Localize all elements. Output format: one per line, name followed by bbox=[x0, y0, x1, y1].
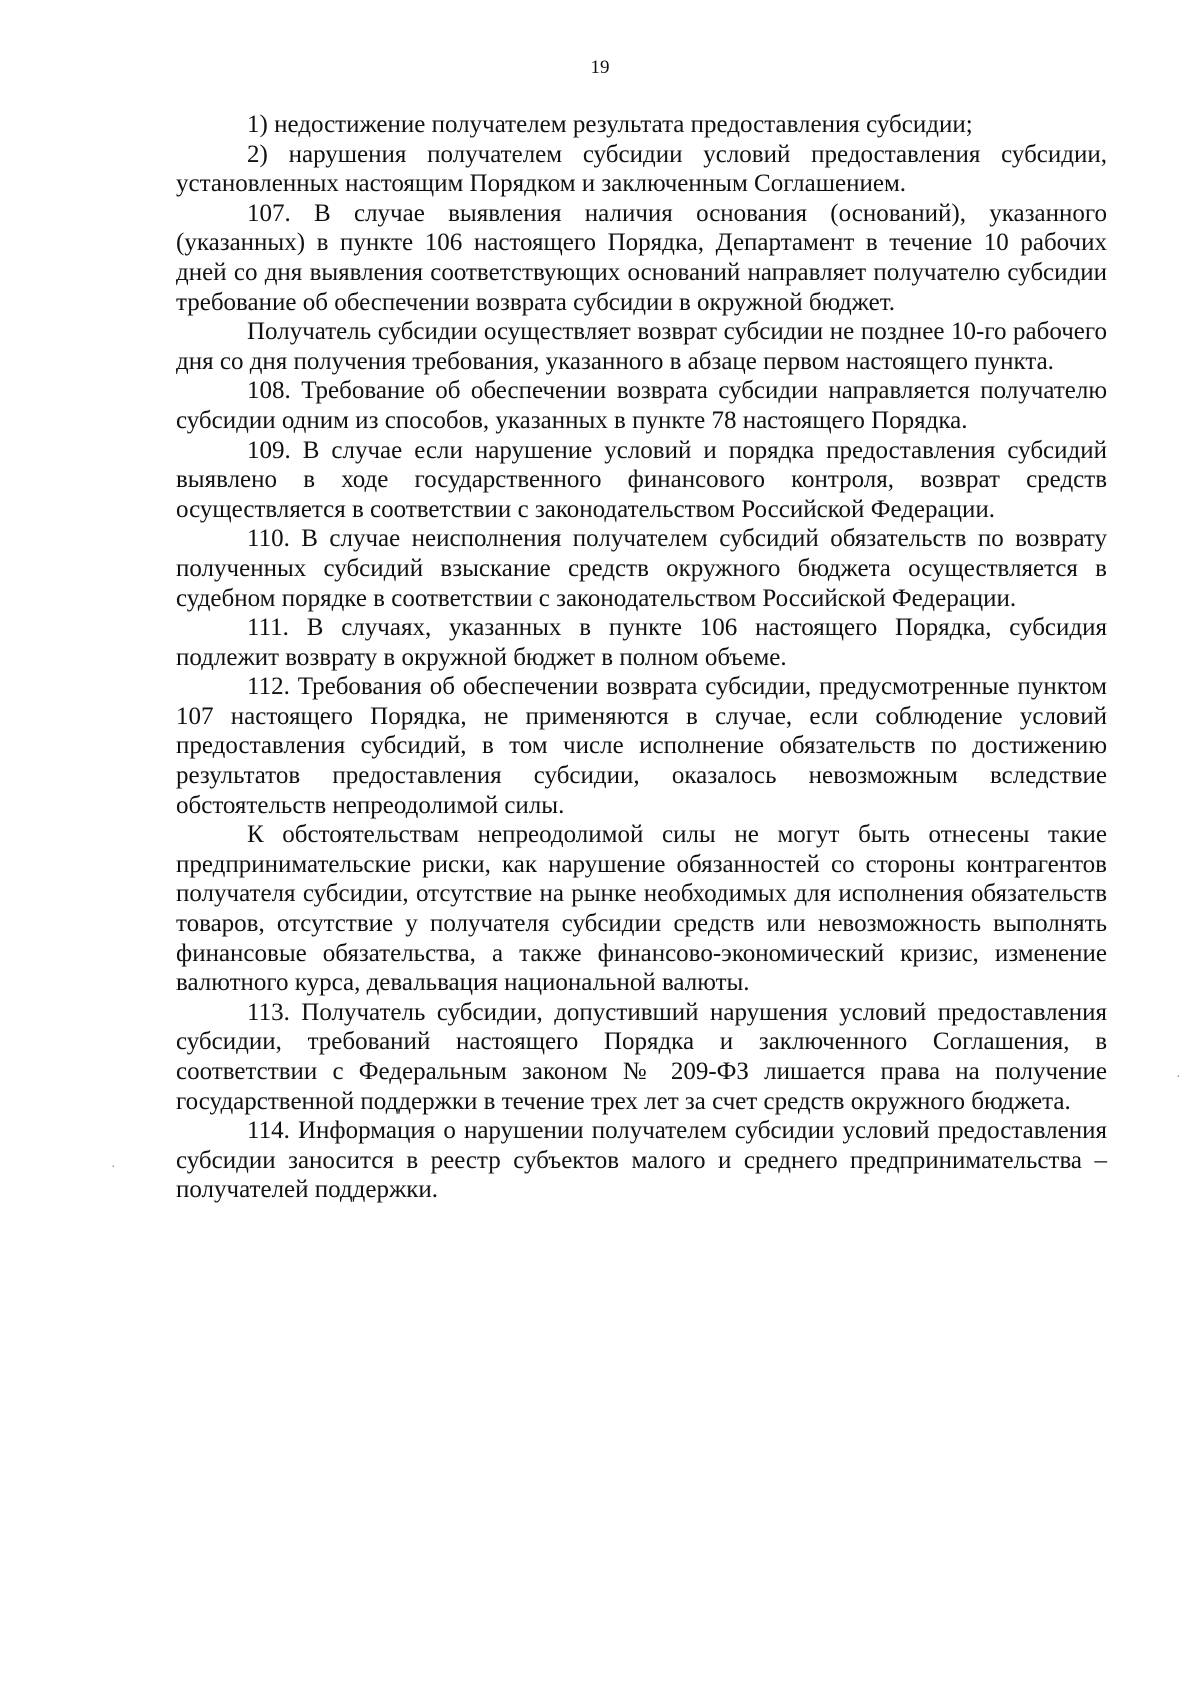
paragraph-item-1: 1) недостижение получателем результата предоставления субсидии; bbox=[247, 111, 973, 138]
paragraph-clause-109: 109. В случае если нарушение условий и порядка предоставления субсидий выявлено в ходе государственного финансового контроля, возврат средств осуществляется в соответствии с законодательством Российской Федерации. bbox=[176, 436, 1107, 523]
paragraph-item-2: 2) нарушения получателем субсидии условий предоставления субсидии, установленных настоящим Порядком и заключенным Соглашением. bbox=[176, 140, 1107, 198]
paragraph-clause-107: 107. В случае выявления наличия основания (оснований), указанного (указанных) в пункте 106 настоящего Порядка, Департамент в течение 10 рабочих дней со дня выявления соответствующих оснований направляет получателю субсидии требование об обеспечении возврата субсидии в окружной бюджет. bbox=[176, 199, 1107, 316]
page-number: 19 bbox=[590, 57, 610, 78]
paragraph-clause-113: 113. Получатель субсидии, допустивший нарушения условий предоставления субсидии, требований настоящего Порядка и заключенного Соглашения, в соответствии с Федеральным законом № 209-ФЗ лишается права на получение государственной поддержки в течение трех лет за счет средств окружного бюджета. bbox=[176, 998, 1107, 1115]
paragraph-clause-108: 108. Требование об обеспечении возврата субсидии направляется получателю субсидии одним из способов, указанных в пункте 78 настоящего Порядка. bbox=[176, 377, 1107, 434]
paragraph-clause-107-part-2: Получатель субсидии осуществляет возврат субсидии не позднее 10-го рабочего дня со дня получения требования, указанного в абзаце первом настоящего пункта. bbox=[176, 318, 1107, 375]
paragraph-clause-112-part-2: К обстоятельствам непреодолимой силы не могут быть отнесены такие предпринимательские риски, как нарушение обязанностей со стороны контрагентов получателя субсидии, отсутствие на рынке необходимых для исполнения обязательств товаров, отсутствие у получателя субсидии средств или невозможность выполнять финансовые обязательства, а также финансово-экономический кризис, изменение валютного курса, девальвация национальной валюты. bbox=[176, 821, 1107, 997]
paragraph-clause-110: 110. В случае неисполнения получателем субсидий обязательств по возврату полученных субсидий взыскание средств окружного бюджета осуществляется в судебном порядке в соответствии с законодательством Российской Федерации. bbox=[176, 525, 1107, 612]
paragraph-clause-112: 112. Требования об обеспечении возврата субсидии, предусмотренные пунктом 107 настоящего Порядка, не применяются в случае, если соблюдение условий предоставления субсидий, в том числе исполнение обязательств по достижению результатов предоставления субсидии, оказалось невозможным вследствие обстоятельств непреодолимой силы. bbox=[176, 673, 1107, 819]
paragraph-clause-111: 111. В случаях, указанных в пункте 106 настоящего Порядка, субсидия подлежит возврату в окружной бюджет в полном объеме. bbox=[176, 614, 1107, 671]
paragraph-clause-114: 114. Информация о нарушении получателем субсидии условий предоставления субсидии заносится в реестр субъектов малого и среднего предпринимательства – получателей поддержки. bbox=[176, 1117, 1107, 1204]
scan-speck-mark: · bbox=[111, 1160, 116, 1175]
scan-speck-mark: · bbox=[1176, 1070, 1181, 1085]
document-body bbox=[176, 110, 1107, 1205]
